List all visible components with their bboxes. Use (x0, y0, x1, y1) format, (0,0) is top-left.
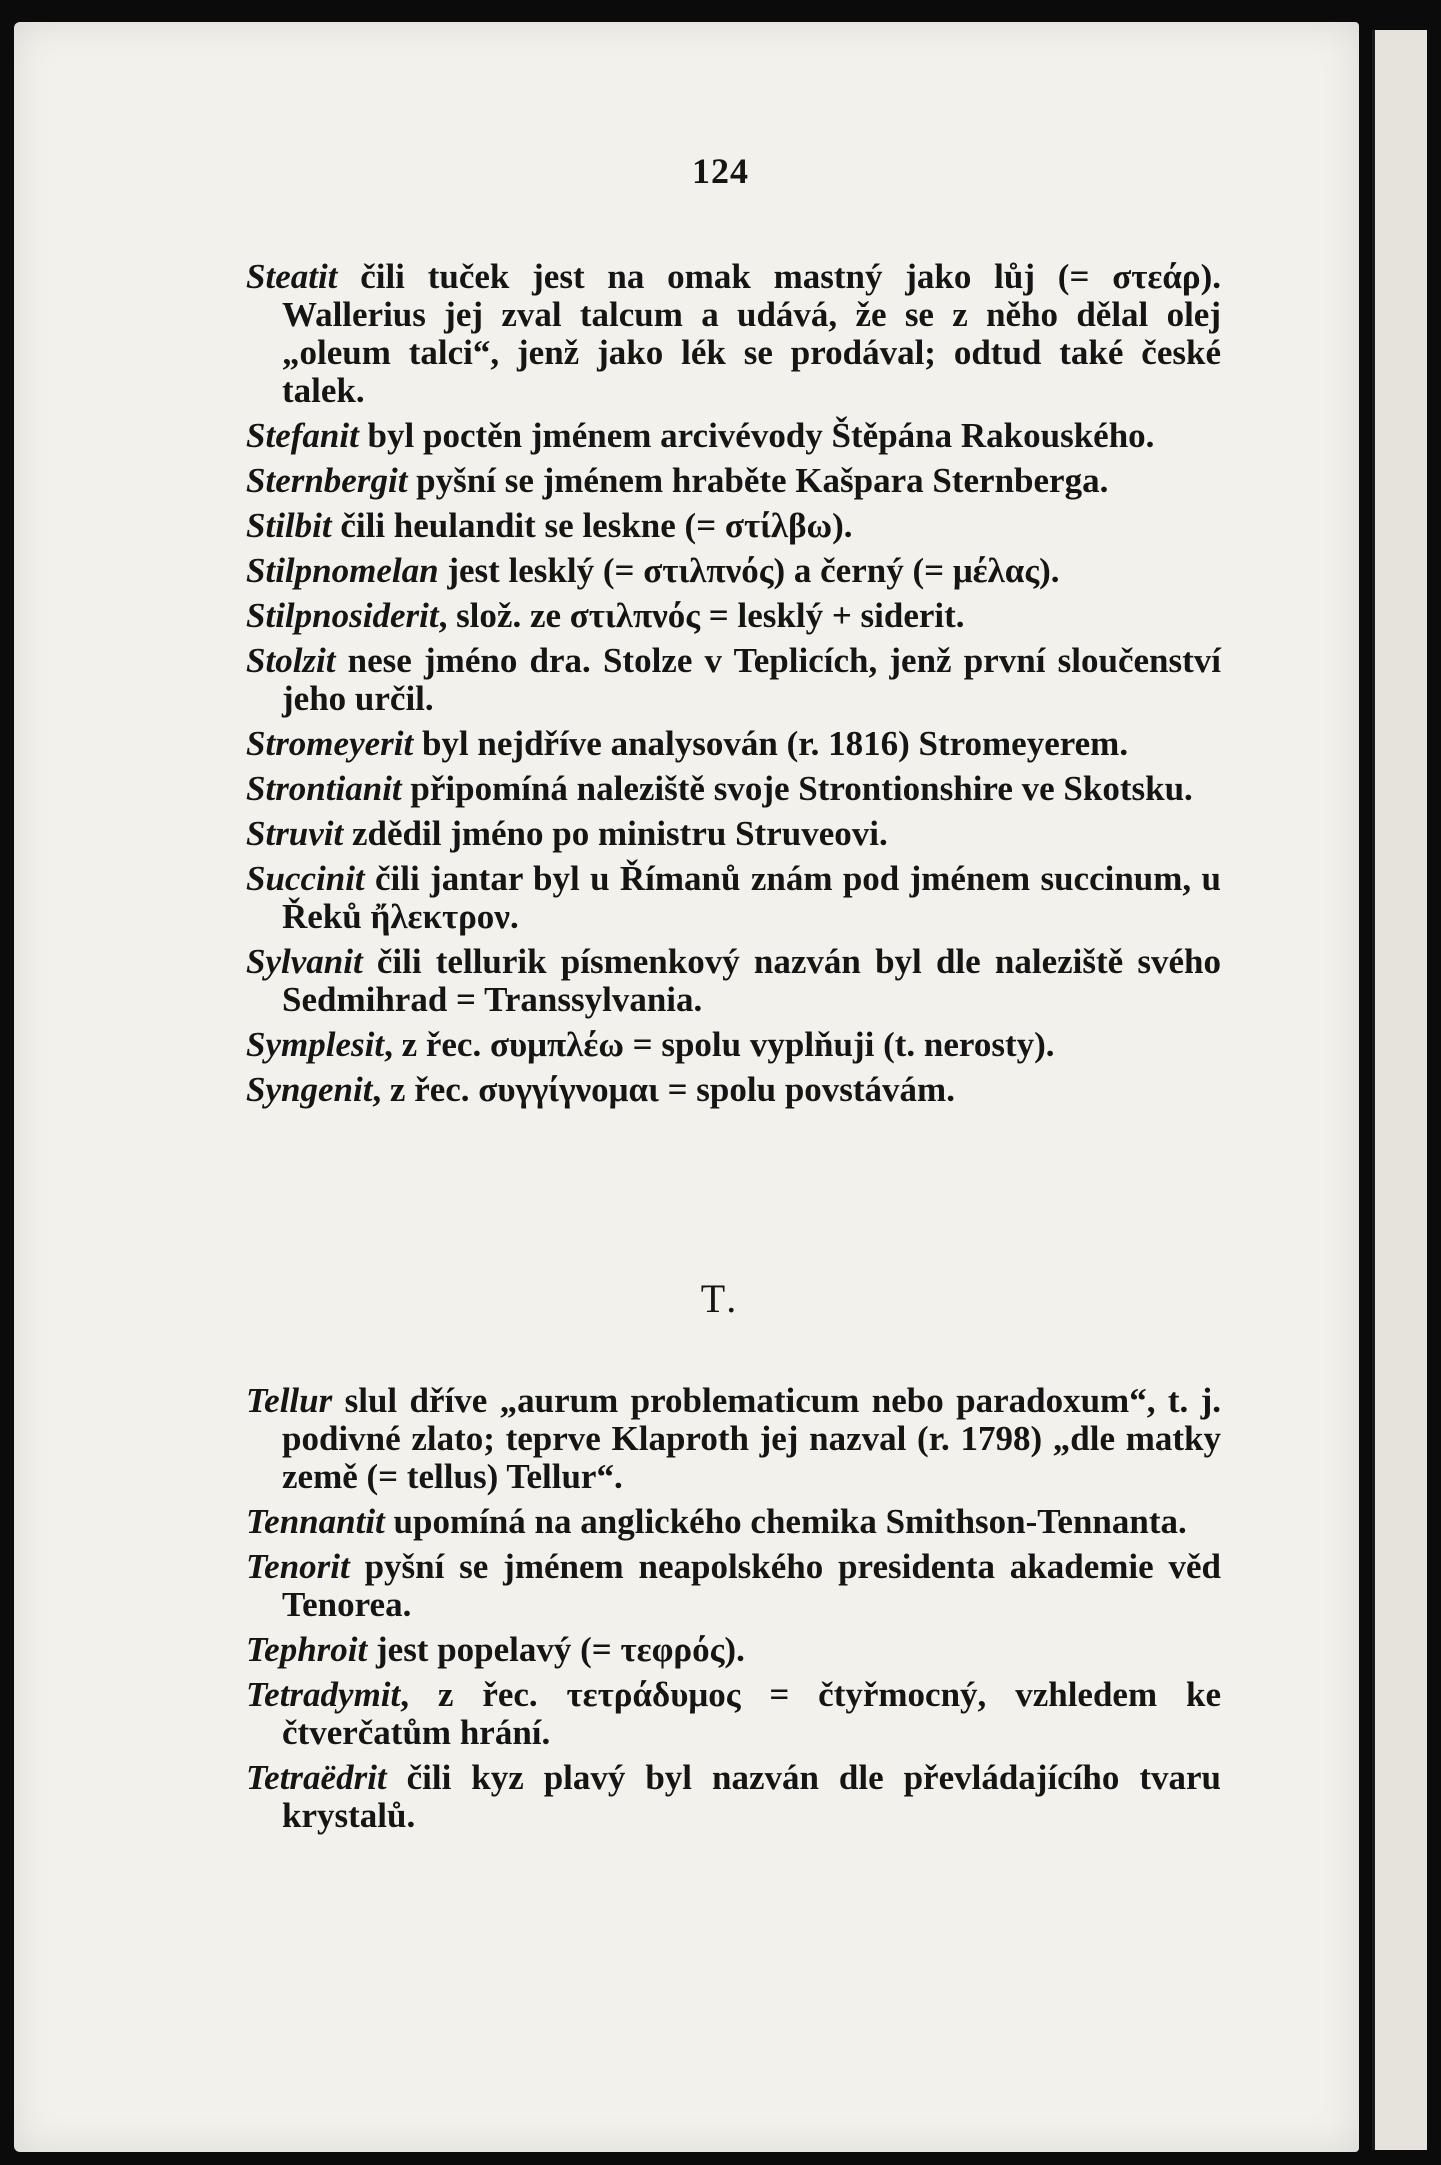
entry (246, 943, 1221, 1019)
entry (246, 507, 1221, 545)
entry (246, 770, 1221, 808)
entry-term: Stilpnosiderit (246, 596, 439, 635)
entry-text: , z řec. τετράδυμος = čtyřmocný, vzhledem ke čtverčatům hrání. (282, 1675, 1221, 1752)
entry-term: Sternbergit (246, 461, 408, 500)
entry-term: Tenorit (246, 1547, 350, 1586)
entry-text: čili jantar byl u Římanů znám pod jménem succinum, u Řeků ἤλεκτρον. (282, 859, 1221, 936)
entry-text: jest lesklý (= στιλπνός) a černý (= μέλας). (438, 551, 1060, 590)
entry-term: Stromeyerit (246, 724, 414, 763)
entry-text: čili tuček jest na omak mastný jako lůj (= στεάρ). Wallerius jej zval talcum a udává, že se z něho dělal olej „oleum talci“, jenž jako lék se prodával; odtud také české talek. (282, 257, 1221, 410)
entry-term: Tetradymit (246, 1675, 401, 1714)
entry-text: čili kyz plavý byl nazván dle převládajícího tvaru krystalů. (282, 1758, 1221, 1835)
entry-text: pyšní se jménem neapolského presidenta akademie věd Tenorea. (282, 1547, 1221, 1624)
entry-text: jest popelavý (= τεφρός). (367, 1630, 745, 1669)
entry-text: připomíná naleziště svoje Strontionshire ve Skotsku. (401, 769, 1193, 808)
entry (246, 815, 1221, 853)
entry (246, 1759, 1221, 1835)
entry-term: Strontianit (246, 769, 402, 808)
entry (246, 1548, 1221, 1624)
entry-term: Stilbit (246, 506, 332, 545)
entry-text: čili heulandit se leskne (= στίλβω). (331, 506, 853, 545)
entry-term: Sylvanit (246, 942, 363, 981)
entry-term: Succinit (246, 859, 365, 898)
page-number: 124 (692, 151, 749, 191)
entry (246, 258, 1221, 410)
entry-text: , z řec. συγγίγνομαι = spolu povstávám. (372, 1070, 955, 1109)
entry (246, 1503, 1221, 1541)
entry (246, 642, 1221, 718)
entry (246, 597, 1221, 635)
entry (246, 860, 1221, 936)
entry (246, 1676, 1221, 1752)
entry-text: byl poctěn jménem arcivévody Štěpána Rakouského. (358, 416, 1155, 455)
entry-term: Tennantit (246, 1502, 385, 1541)
entry-term: Struvit (246, 814, 344, 853)
entry-term: Stilpnomelan (246, 551, 439, 590)
entry (246, 417, 1221, 455)
entries-s-section (246, 258, 1221, 1116)
entry (246, 552, 1221, 590)
entry (246, 462, 1221, 500)
entry-term: Tellur (246, 1381, 333, 1420)
entry-text: , z řec. συμπλέω = spolu vyplňuji (t. nerosty). (384, 1025, 1055, 1064)
entries-t-section (246, 1382, 1221, 1842)
section-heading: T. (700, 1276, 741, 1321)
entry-text: , slož. ze στιλπνός = lesklý + siderit. (438, 596, 965, 635)
entry (246, 1382, 1221, 1496)
entry-term: Tetraëdrit (246, 1758, 387, 1797)
entry (246, 1026, 1221, 1064)
entry-term: Tephroit (246, 1630, 368, 1669)
entry (246, 1631, 1221, 1669)
entry-text: byl nejdříve analysován (r. 1816) Stromeyerem. (413, 724, 1129, 763)
entry (246, 1071, 1221, 1109)
entry-term: Steatit (246, 257, 338, 296)
entry-term: Symplesit (246, 1025, 385, 1064)
entry-term: Stolzit (246, 641, 336, 680)
entry-text: zdědil jméno po ministru Struveovi. (343, 814, 888, 853)
entry-text: čili tellurik písmenkový nazván byl dle naleziště svého Sedmihrad = Transsylvania. (282, 942, 1221, 1019)
entry (246, 725, 1221, 763)
entry-term: Stefanit (246, 416, 359, 455)
next-page-edge (1372, 30, 1427, 2150)
entry-text: upomíná na anglického chemika Smithson-Tennanta. (384, 1502, 1187, 1541)
entry-term: Syngenit (246, 1070, 373, 1109)
entry-text: nese jméno dra. Stolze v Teplicích, jenž první sloučenství jeho určil. (282, 641, 1221, 718)
entry-text: pyšní se jménem hraběte Kašpara Sternberga. (407, 461, 1109, 500)
entry-text: slul dříve „aurum problematicum nebo paradoxum“, t. j. podivné zlato; teprve Klaproth jej nazval (r. 1798) „dle matky země (= tellus) Tellur“. (282, 1381, 1221, 1496)
